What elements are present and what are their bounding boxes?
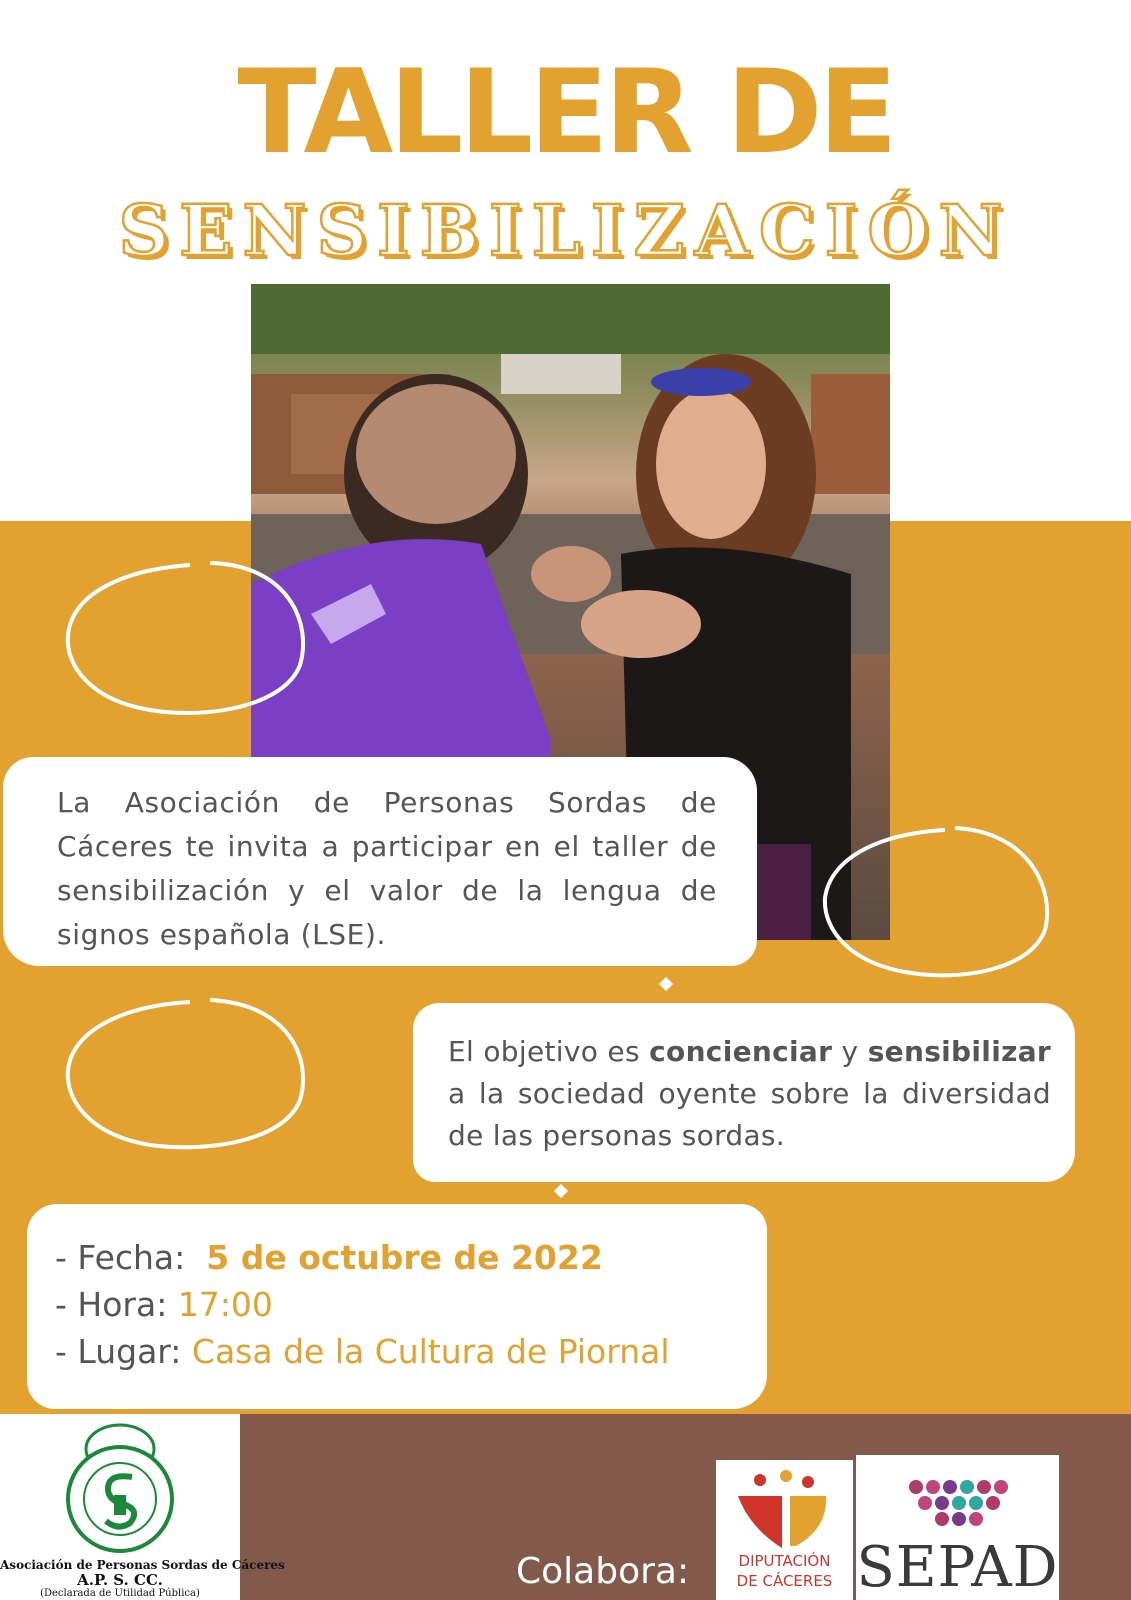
org-note: (Declarada de Utilidad Pública) [40, 1588, 200, 1599]
hora-value: 17:00 [177, 1285, 273, 1324]
fecha-label: - Fecha: [55, 1238, 186, 1277]
intro-text: La Asociación de Personas Sordas de Cáceres te invita a participar en el taller de sensibilización y el valor de la lengua de signos española (LSE). [57, 786, 717, 951]
apscc-logo [0, 1414, 285, 1600]
colabora-label: Colabora: [516, 1551, 690, 1592]
fecha-value: 5 de octubre de 2022 [206, 1238, 603, 1277]
intro-card [3, 757, 757, 966]
objective-text-3: a la sociedad oyente sobre la diversidad de las personas sordas. [448, 1077, 1051, 1152]
diputacion-line-2: DE CÁCERES [736, 1572, 833, 1590]
decorative-ring-3 [60, 990, 315, 1155]
decorative-ring-2 [815, 820, 1060, 985]
diputacion-logo [716, 1460, 853, 1600]
diputacion-emblem-icon [730, 1468, 840, 1550]
objective-card [413, 1003, 1075, 1182]
diputacion-line-1: DIPUTACIÓN [738, 1552, 831, 1570]
hora-label: - Hora: [55, 1285, 168, 1324]
title-line-2: SENSIBILIZACIÓN [118, 189, 1013, 272]
objective-bold-2: sensibilizar [867, 1035, 1051, 1068]
details-card [27, 1204, 767, 1409]
sepad-name: SEPAD [856, 1535, 1059, 1600]
title-line-1: TALLER DE [237, 45, 894, 180]
objective-text-2: y [832, 1035, 868, 1068]
sepad-logo [856, 1455, 1059, 1600]
decorative-ring-1 [60, 555, 315, 720]
objective-text-1: El objetivo es [448, 1035, 650, 1068]
lugar-row [55, 1328, 747, 1375]
org-name: Asociación de Personas Sordas de Cáceres [0, 1558, 285, 1572]
sepad-dots-icon [906, 1477, 1016, 1537]
fecha-row [55, 1234, 747, 1281]
objective-bold-1: concienciar [649, 1035, 833, 1068]
lugar-label: - Lugar: [55, 1332, 182, 1371]
lugar-value: Casa de la Cultura de Piornal [191, 1332, 670, 1371]
org-acronym: A.P. S. CC. [77, 1571, 163, 1589]
hora-row [55, 1281, 747, 1328]
apscc-seal-icon [60, 1419, 180, 1557]
